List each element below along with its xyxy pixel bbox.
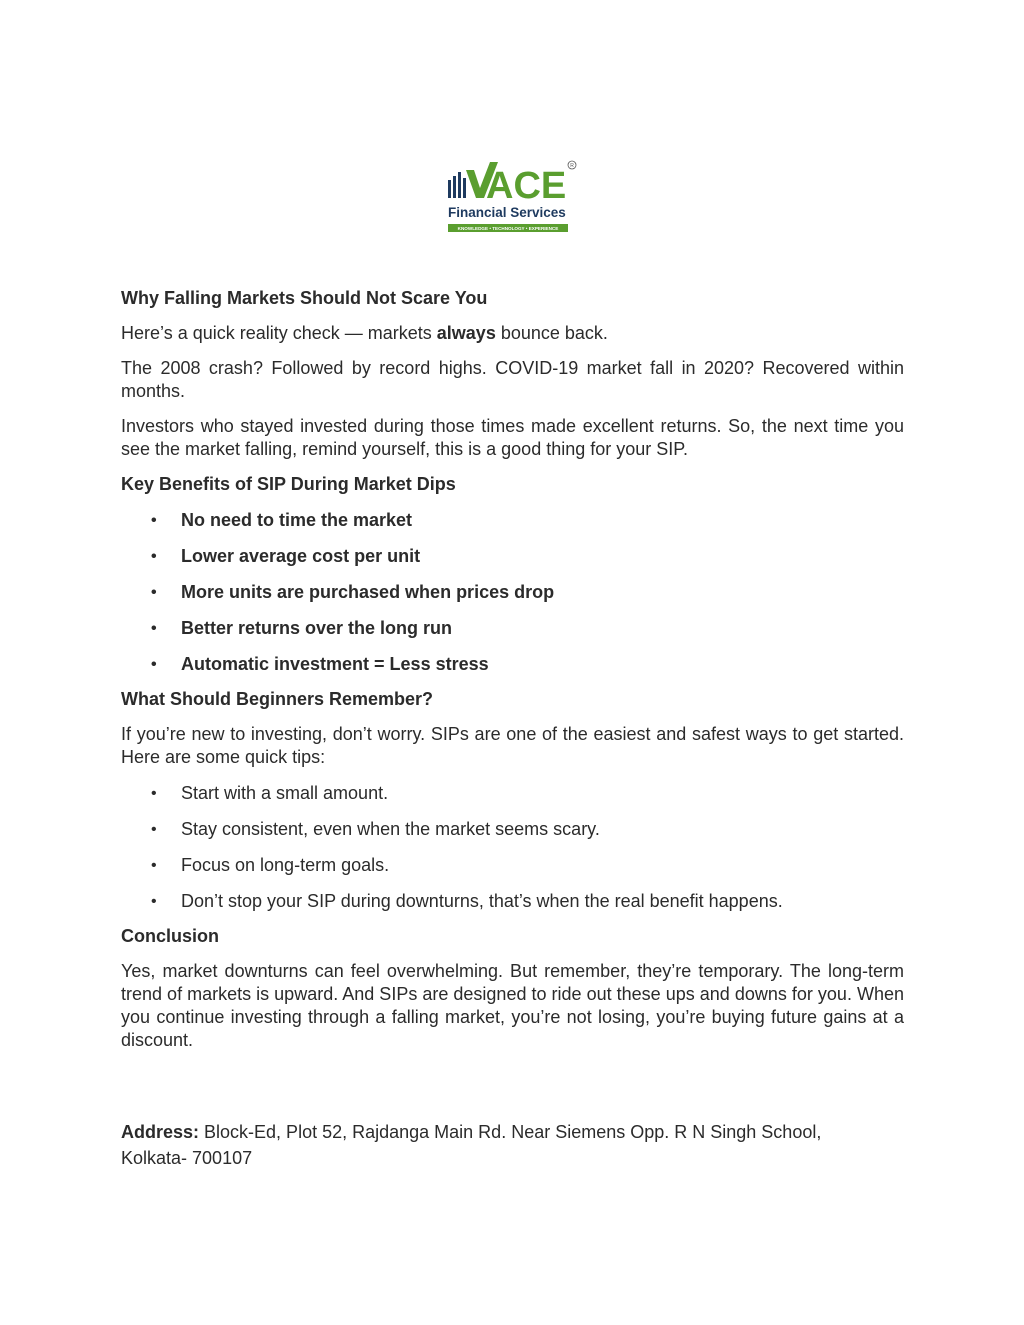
list-item: • Don’t stop your SIP during downturns, that’s when the real benefit happens. [121,890,904,913]
list-item: • Automatic investment = Less stress [121,653,904,676]
company-logo [446,158,581,236]
intro-text: Here’s a quick reality check — markets [121,323,437,343]
logo-subtitle: Financial Services [448,205,566,220]
list-item: • Stay consistent, even when the market seems scary. [121,818,904,841]
article-title: Why Falling Markets Should Not Scare You [121,288,488,308]
paragraph-investors: Investors who stayed invested during those times made excellent returns. So, the next time you see the market falling, remind yourself, this is a good thing for your SIP. [121,416,904,459]
list-item: • No need to time the market [121,509,904,532]
intro-text-end: bounce back. [495,323,608,343]
article [121,287,904,1052]
list-item: • Better returns over the long run [121,617,904,640]
list-item: • Focus on long-term goals. [121,854,904,877]
tips-list [121,782,904,913]
conclusion-heading: Conclusion [121,926,219,946]
paragraph-conclusion: Yes, market downturns can feel overwhelming. But remember, they’re temporary. The long-term trend of markets is upward. And SIPs are designed to ride out these ups and downs for you. When you continue investing through a falling market, you’re not losing, you’re buying future gains at a discount. [121,961,904,1050]
address-line-2: Kolkata- 700107 [121,1148,253,1168]
ace-logo-graphic [446,158,581,236]
paragraph-beginners: If you’re new to investing, don’t worry. SIPs are one of the easiest and safest ways to get started. Here are some quick tips: [121,724,904,767]
paragraph-crash: The 2008 crash? Followed by record highs. COVID-19 market fall in 2020? Recovered within months. [121,358,904,401]
benefits-list [121,509,904,676]
address-line-1: Block-Ed, Plot 52, Rajdanga Main Rd. Near Siemens Opp. R N Singh School, [199,1122,822,1142]
beginners-heading: What Should Beginners Remember? [121,689,434,709]
list-item: • Lower average cost per unit [121,545,904,568]
intro-emphasis: always [436,323,496,343]
address-label: Address: [121,1122,200,1142]
benefits-heading: Key Benefits of SIP During Market Dips [121,474,456,494]
intro-paragraph [121,322,904,345]
logo-tagline: KNOWLEDGE • TECHNOLOGY • EXPERIENCE [457,226,559,231]
list-item: • More units are purchased when prices drop [121,581,904,604]
address-block [121,1119,904,1171]
list-item: • Start with a small amount. [121,782,904,805]
logo-brand-text: ACE [486,165,567,207]
registered-mark: R [570,163,574,169]
